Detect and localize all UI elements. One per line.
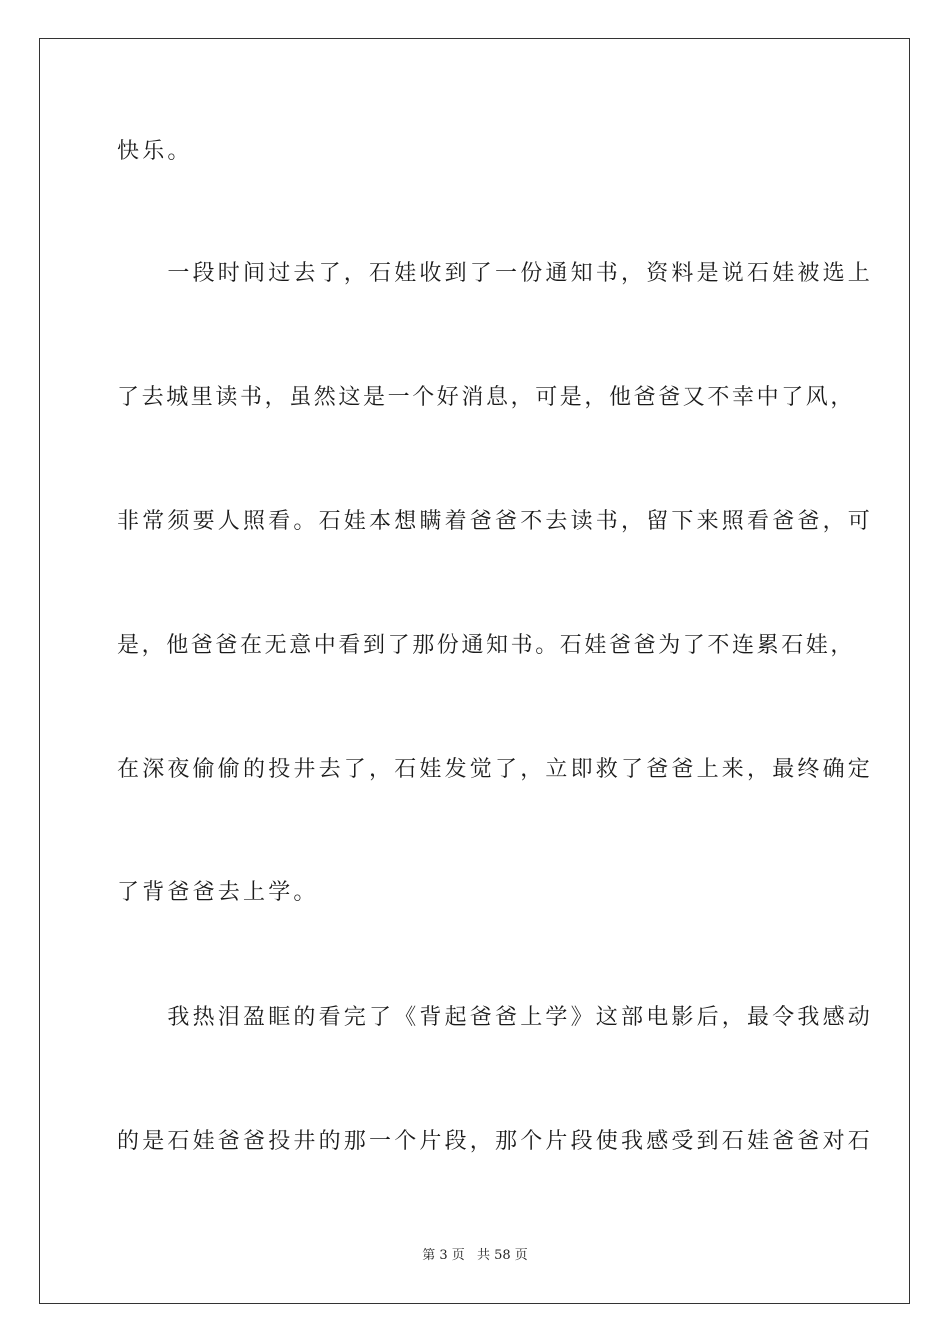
text-line-7: 了背爸爸去上学。 [117, 880, 319, 905]
text-line-2: 一段时间过去了，石娃收到了一份通知书，资料是说石娃被选上 [117, 261, 874, 286]
page-border [39, 38, 910, 1304]
page-footer [0, 1246, 950, 1266]
page-total: 共 58 页 [476, 1248, 528, 1263]
text-line-8: 我热泪盈眶的看完了《背起爸爸上学》这部电影后，最令我感动 [117, 1005, 874, 1030]
text-line-6: 在深夜偷偷的投井去了，石娃发觉了，立即救了爸爸上来，最终确定 [117, 757, 874, 782]
text-line-9: 的是石娃爸爸投井的那一个片段，那个片段使我感受到石娃爸爸对石 [117, 1129, 874, 1154]
text-line-4: 非常须要人照看。石娃本想瞒着爸爸不去读书，留下来照看爸爸，可 [117, 509, 874, 534]
text-line-5: 是，他爸爸在无意中看到了那份通知书。石娃爸爸为了不连累石娃， [117, 633, 856, 658]
text-line-3: 了去城里读书，虽然这是一个好消息，可是，他爸爸又不幸中了风， [117, 385, 856, 410]
text-line-1: 快乐。 [117, 139, 193, 164]
page-number: 第 3 页 [422, 1248, 465, 1263]
